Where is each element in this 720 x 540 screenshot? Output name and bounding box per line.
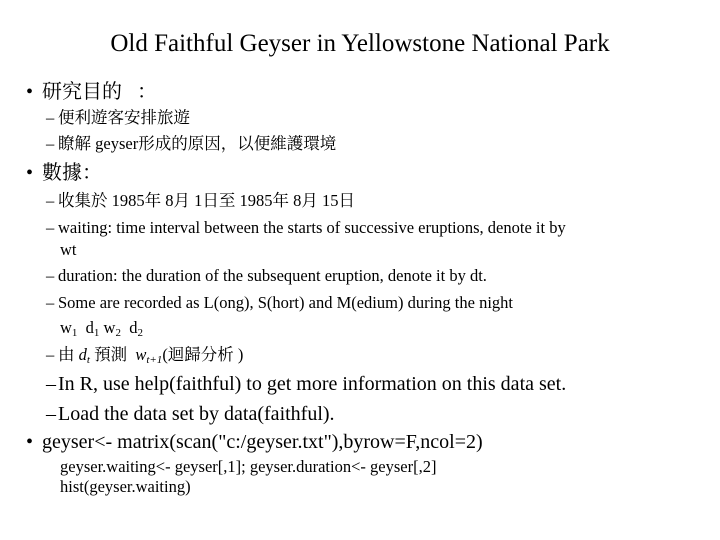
slide-title: Old Faithful Geyser in Yellowstone National Park (110, 30, 610, 57)
observation-sequence: $w_1$ $d_1$ $w_2$ $d_2$ (60, 318, 143, 339)
bullet-research-purpose (26, 80, 157, 104)
purpose-label: 研究目的 (42, 81, 122, 103)
data-item: – Some are recorded as L(ong), S(hort) and M(edium) during the night (46, 293, 513, 312)
data-item-continuation: wt (60, 240, 77, 259)
data-item: – waiting: time interval between the starts of successive eruptions, denote it by (46, 218, 566, 237)
code-line-2: geyser.waiting<- geyser[,1]; geyser.duration<- geyser[,2] (60, 457, 437, 476)
bullet-data (26, 161, 102, 185)
bullet-dot: • (26, 431, 34, 453)
predict-item: – 由 $d_t$ 預測 $w_{t+1}$(迴歸分析 ) (46, 345, 244, 366)
bullet-dot: • (26, 81, 34, 103)
data-item: – duration: the duration of the subsequent eruption, denote it by dt. (46, 266, 487, 285)
code-line-3: hist(geyser.waiting) (60, 477, 191, 496)
bullet-code (26, 430, 483, 454)
r-load-item: – Load the data set by data(faithful). (46, 403, 335, 425)
purpose-item: – 便利遊客安排旅遊 (46, 108, 190, 127)
purpose-item: – 瞭解 geyser形成的原因，以便維護環境 (46, 134, 337, 153)
bullet-dot: • (26, 162, 34, 184)
r-help-item: – In R, use help(faithful) to get more information on this data set. (46, 373, 567, 395)
data-label: 數據： (42, 162, 102, 184)
data-item: – 收集於 1985年 8月 1日至 1985年 8月 15日 (46, 191, 355, 210)
purpose-colon: ： (137, 81, 157, 103)
code-line-1: geyser<- matrix(scan("c:/geyser.txt"),byrow=F,ncol=2) (42, 431, 483, 453)
